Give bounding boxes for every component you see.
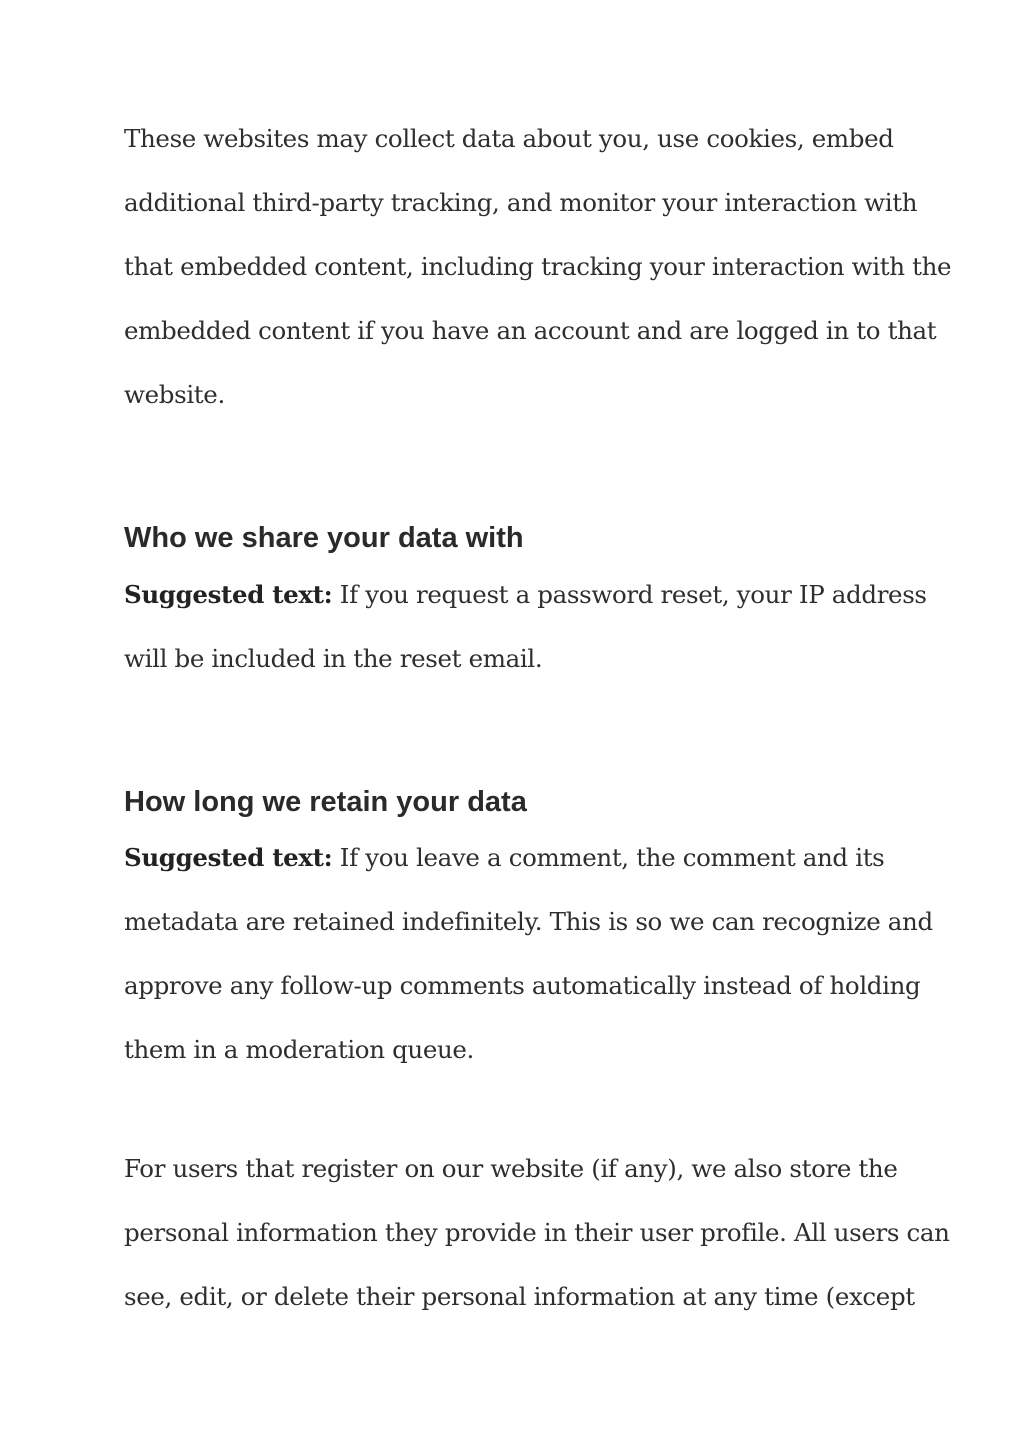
users-line-3: see, edit, or delete their personal information at any time (except (124, 1282, 915, 1311)
intro-line-2: additional third-party tracking, and monitor your interaction with (124, 188, 918, 217)
users-line-2: personal information they provide in their user profile. All users can (124, 1218, 950, 1247)
retain-heading: How long we retain your data (124, 786, 527, 818)
intro-line-5: website. (124, 380, 225, 409)
intro-line-3: that embedded content, including tracking your interaction with the (124, 252, 952, 281)
share-text-1: If you request a password reset, your IP address (339, 580, 927, 609)
share-suggested-label: Suggested text: (124, 580, 333, 609)
intro-line-1: These websites may collect data about you, use cookies, embed (124, 124, 894, 153)
retain-text-1: If you leave a comment, the comment and its (339, 843, 885, 872)
retain-suggested-label: Suggested text: (124, 843, 333, 872)
intro-line-4: embedded content if you have an account and are logged in to that (124, 316, 937, 345)
retain-line-1 (124, 843, 884, 873)
users-line-1: For users that register on our website (if any), we also store the (124, 1154, 898, 1183)
share-line-2: will be included in the reset email. (124, 644, 543, 673)
retain-line-2: metadata are retained indefinitely. This is so we can recognize and (124, 907, 933, 936)
share-heading: Who we share your data with (124, 522, 524, 554)
share-line-1 (124, 580, 927, 610)
retain-line-3: approve any follow-up comments automatically instead of holding (124, 971, 921, 1000)
retain-line-4: them in a moderation queue. (124, 1035, 474, 1064)
